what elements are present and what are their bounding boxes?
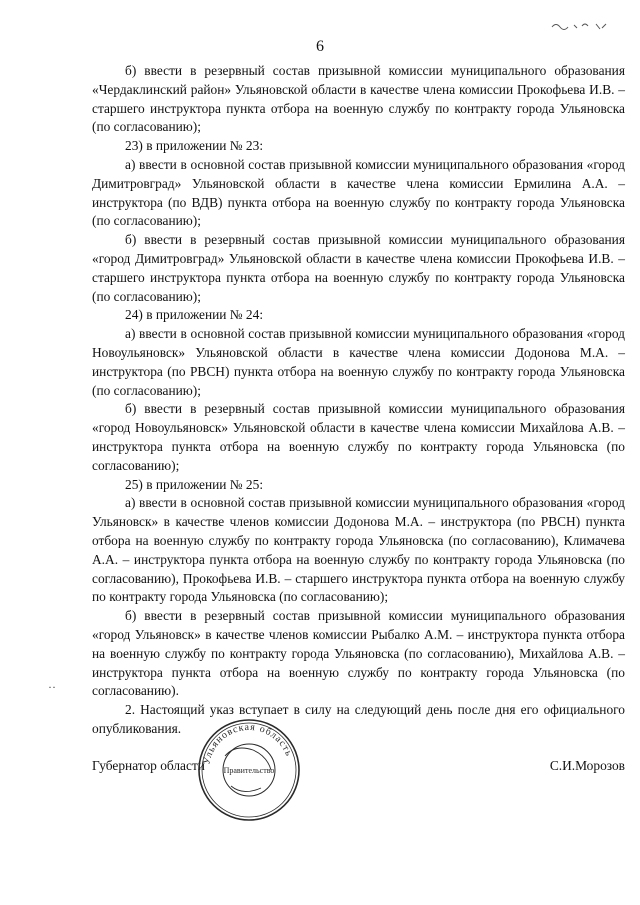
signatory-title: Губернатор области — [92, 758, 205, 773]
paragraph: 24) в приложении № 24: — [125, 307, 264, 323]
paragraph: б) ввести в резервный состав призывной комиссии муниципального образования «город Новоульяновск» Ульяновской области в качестве члена комиссии Михайлова А.В. – инструктора пункта отбора на военную службу по контракту города Ульяновска (по согласованию); — [92, 401, 625, 473]
page-number: 6 — [316, 38, 324, 55]
paragraph: б) ввести в резервный состав призывной комиссии муниципального образования «Чердаклинский район» Ульяновской области в качестве члена комиссии Прокофьева И.В. – старшего инструктора пункта отбора на военную службу по контракту города Ульяновска (по согласованию); — [92, 63, 625, 135]
margin-mark: ·· — [48, 680, 56, 694]
svg-text:Правительство: Правительство — [223, 766, 275, 775]
document-body — [92, 62, 625, 739]
paragraph: 2. Настоящий указ вступает в силу на следующий день после дня его официального опубликования. — [92, 702, 625, 736]
handwritten-mark — [550, 18, 610, 37]
paragraph: 25) в приложении № 25: — [125, 476, 264, 492]
official-stamp — [195, 716, 303, 824]
svg-text:Ульяновская область: Ульяновская область — [201, 721, 295, 766]
signatory-name: С.И.Морозов — [549, 758, 625, 773]
paragraph: б) ввести в резервный состав призывной комиссии муниципального образования «город Димитровград» Ульяновской области в качестве члена комиссии Прокофьева И.В. – старшего инструктора пункта отбора на военную службу по контракту города Ульяновска (по согласованию); — [92, 232, 625, 304]
paragraph: а) ввести в основной состав призывной комиссии муниципального образования «город Ульяновск» в качестве членов комиссии Додонова М.А. – инструктора (по РВСН) пункта отбора на военную службу по контракту города Ульяновска (по согласованию), Климачева А.А. – инструктора пункта отбора на военную службу по контракту города Ульяновска (по согласованию), Прокофьева И.В. – старшего инструктора пункта отбора на военную службу по контракту города Ульяновска (по согласованию); — [92, 495, 625, 605]
paragraph: а) ввести в основной состав призывной комиссии муниципального образования «город Новоульяновск» Ульяновской области в качестве члена комиссии Додонова М.А. – инструктора (по РВСН) пункта отбора на военную службу по контракту города Ульяновска (по согласованию); — [92, 326, 625, 398]
paragraph: 23) в приложении № 23: — [125, 138, 264, 154]
paragraph: а) ввести в основной состав призывной комиссии муниципального образования «город Димитровград» Ульяновской области в качестве члена комиссии Ермилина А.А. – инструктора (по ВДВ) пункта отбора на военную службу по контракту города Ульяновска (по согласованию); — [92, 156, 625, 229]
paragraph: б) ввести в резервный состав призывной комиссии муниципального образования «город Ульяновск» в качестве членов комиссии Рыбалко А.М. – инструктора пункта отбора на военную службу по контракту города Ульяновска (по согласованию), Михайлова А.В. – инструктора пункта отбора на военную службу по контракту города Ульяновска (по согласованию). — [92, 608, 625, 699]
